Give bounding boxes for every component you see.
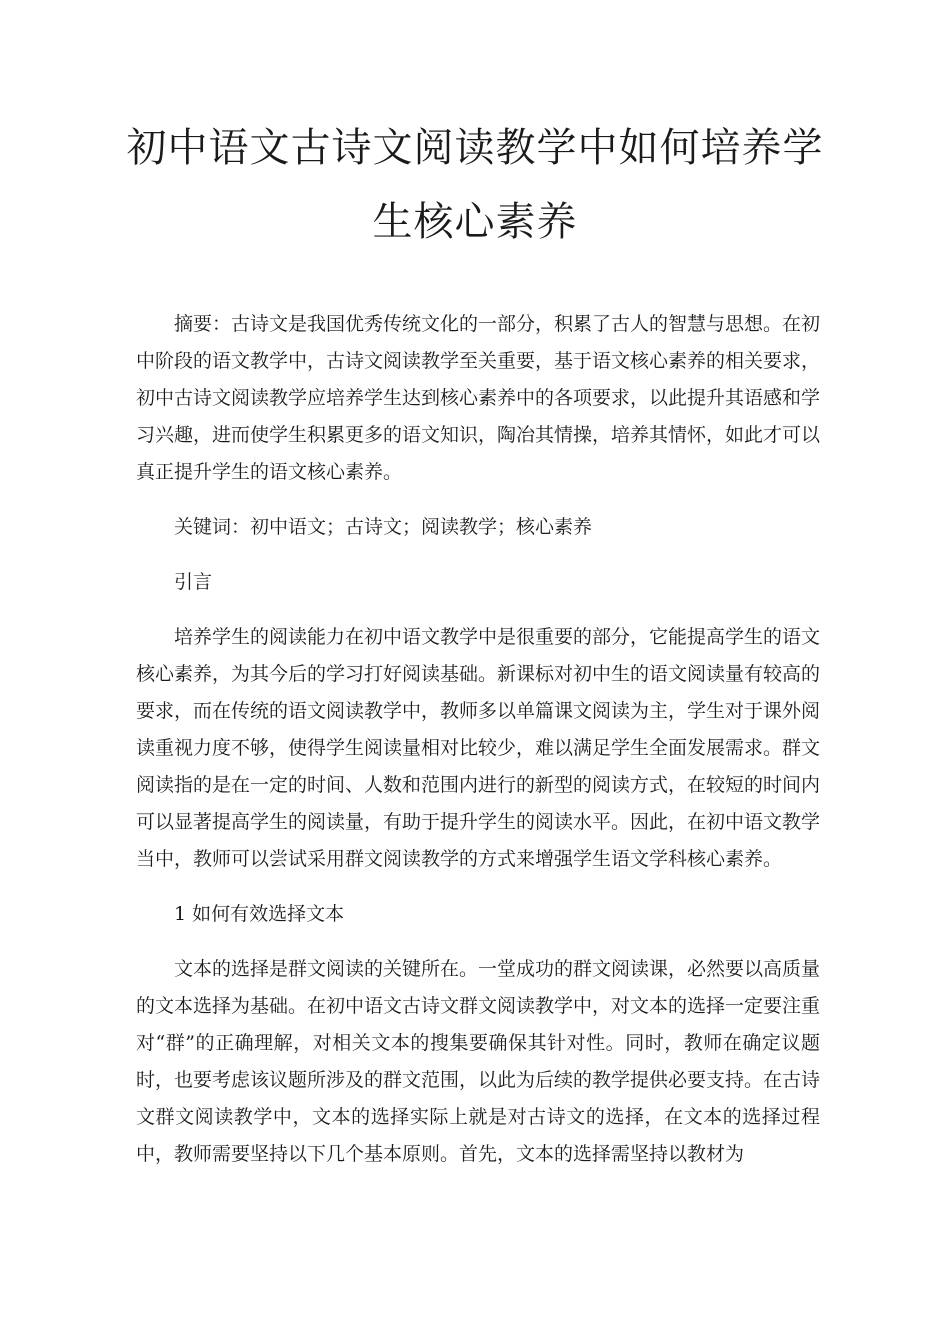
intro-paragraph: 培养学生的阅读能力在初中语文教学中是很重要的部分，它能提高学生的语文核心素养，为其今后的学习打好阅读基础。新课标对初中生的语文阅读量有较高的要求，而在传统的语文阅读教学中，教师多以单篇课文阅读为主，学生对于课外阅读重视力度不够，使得学生阅读量相对比较少，难以满足学生全面发展需求。群文阅读指的是在一定的时间、人数和范围内进行的新型的阅读方式，在较短的时间内可以显著提高学生的阅读量，有助于提升学生的阅读水平。因此，在初中语文教学当中，教师可以尝试采用群文阅读教学的方式来增强学生语文学科核心素养。 <box>136 626 821 870</box>
title-line-1: 初中语文古诗文阅读教学中如何培养学 <box>126 125 824 171</box>
section-1-paragraph: 文本的选择是群文阅读的关键所在。一堂成功的群文阅读课，必然要以高质量的文本选择为基础。在初中语文古诗文群文阅读教学中，对文本的选择一定要注重对“群”的正确理解，对相关文本的搜集要确保其针对性。同时，教师在确定议题时，也要考虑该议题所涉及的群文范围，以此为后续的教学提供必要支持。在古诗文群文阅读教学中，文本的选择实际上就是对古诗文的选择，在文本的选择过程中，教师需要坚持以下几个基本原则。首先，文本的选择需坚持以教材为 <box>136 958 821 1165</box>
keywords-line: 关键词：初中语文；古诗文；阅读教学；核心素养 <box>174 516 593 538</box>
intro-heading: 引言 <box>174 571 213 593</box>
abstract-paragraph: 摘要：古诗文是我国优秀传统文化的一部分，积累了古人的智慧与思想。在初中阶段的语文教学中，古诗文阅读教学至关重要，基于语文核心素养的相关要求，初中古诗文阅读教学应培养学生达到核心素养中的各项要求，以此提升其语感和学习兴趣，进而使学生积累更多的语文知识，陶冶其情操，培养其情怀，如此才可以真正提升学生的语文核心素养。 <box>136 313 821 483</box>
section-1-heading: 1 如何有效选择文本 <box>174 903 345 925</box>
title-line-2: 生核心素养 <box>372 199 578 245</box>
document-body <box>136 306 820 1173</box>
